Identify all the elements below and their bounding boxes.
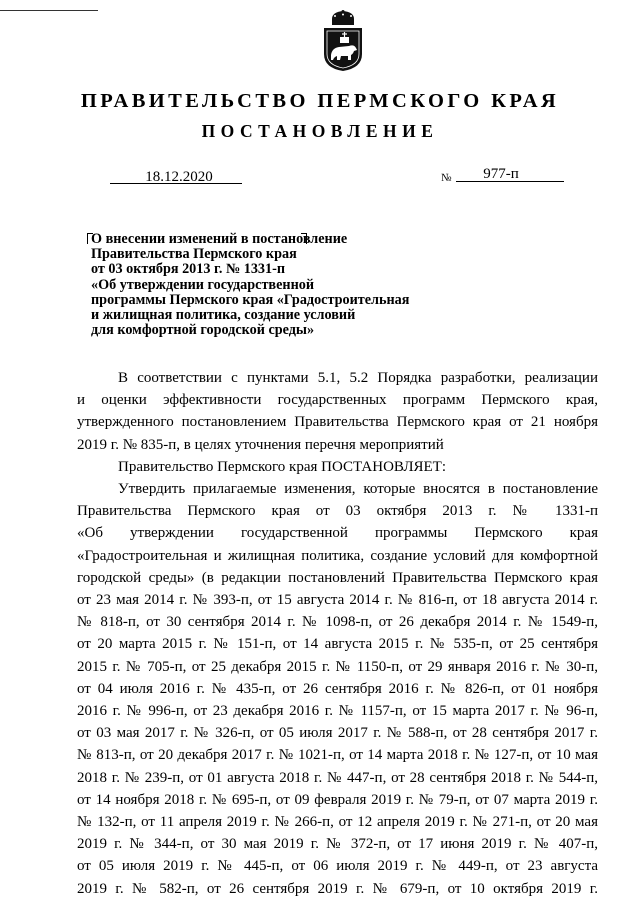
number-label: № bbox=[441, 172, 452, 184]
body-line: 2016 г. № 996-п, от 23 декабря 2016 г. № 1157-п, от 15 марта 2017 г. № 96-п, bbox=[77, 703, 598, 720]
body-line: утвержденного постановлением Правительства Пермского края от 21 ноября bbox=[77, 414, 598, 431]
subject-line: для комфортной городской среды» bbox=[91, 322, 315, 339]
body-line: 2015 г. № 705-п, от 25 декабря 2015 г. № 1150-п, от 29 января 2016 г. № 30-п, bbox=[77, 658, 598, 675]
body-line: № 818-п, от 30 сентября 2014 г. № 1098-п, от 26 декабря 2014 г. № 1549-п, bbox=[77, 614, 598, 631]
document-date: 18.12.2020 bbox=[110, 170, 242, 184]
body-line: «Об утверждении государственной программы Пермского края bbox=[77, 525, 598, 542]
body-line: и оценки эффективности государственных программ Пермского края, bbox=[77, 392, 598, 409]
body-line: Утвердить прилагаемые изменения, которые вносятся в постановление bbox=[118, 481, 598, 498]
subject-line: программы Пермского края «Градостроительная bbox=[91, 291, 410, 308]
body-line: 2019 г. № 344-п, от 30 мая 2019 г. № 372-п, от 17 июня 2019 г. № 407-п, bbox=[77, 836, 598, 853]
body-line: В соответствии с пунктами 5.1, 5.2 Порядка разработки, реализации bbox=[118, 370, 598, 386]
document-type: ПОСТАНОВЛЕНИЕ bbox=[201, 121, 439, 141]
body-line: от 05 июля 2019 г. № 445-п, от 06 июля 2019 г. № 449-п, от 23 августа bbox=[77, 858, 598, 875]
body-line: от 04 июля 2016 г. № 435-п, от 26 сентября 2016 г. № 826-п, от 01 ноября bbox=[77, 680, 598, 697]
subject-line: Правительства Пермского края bbox=[91, 246, 297, 263]
body-line: 2019 г. № 582-п, от 26 сентября 2019 г. № 679-п, от 10 октября 2019 г. bbox=[77, 880, 598, 897]
body-line: от 23 мая 2014 г. № 393-п, от 15 августа 2014 г. № 816-п, от 18 августа 2014 г. bbox=[77, 592, 598, 609]
body-line: Правительство Пермского края ПОСТАНОВЛЯЕТ: bbox=[118, 458, 447, 475]
body-line: 2019 г. № 835-п, в целях уточнения перечня мероприятий bbox=[77, 436, 444, 453]
scan-edge-mark bbox=[0, 10, 98, 11]
body-line: от 03 мая 2017 г. № 326-п, от 05 июля 2017 г. № 588-п, от 28 сентября 2017 г. bbox=[77, 725, 598, 742]
subject-block bbox=[91, 232, 409, 338]
subject-line: О внесении изменений в постановление bbox=[91, 231, 348, 247]
body-line: от 20 марта 2015 г. № 151-п, от 14 августа 2015 г. № 535-п, от 25 сентября bbox=[77, 636, 598, 653]
body-line: «Градостроительная и жилищная политика, создание условий для комфортной bbox=[77, 547, 598, 564]
body-line: городской среды» (в редакции постановлений Правительства Пермского края bbox=[77, 569, 598, 586]
body-line: № 813-п, от 20 декабря 2017 г. № 1021-п, от 14 марта 2018 г. № 127-п, от 10 мая bbox=[77, 747, 598, 764]
subject-line: от 03 октября 2013 г. № 1331-п bbox=[91, 261, 286, 278]
body-line: № 132-п, от 11 апреля 2019 г. № 266-п, от 12 апреля 2019 г. № 271-п, от 20 мая bbox=[77, 814, 598, 831]
organization-title: ПРАВИТЕЛЬСТВО ПЕРМСКОГО КРАЯ bbox=[80, 90, 560, 112]
body-line: 2018 г. № 239-п, от 01 августа 2018 г. № 447-п, от 28 сентября 2018 г. № 544-п, bbox=[77, 769, 598, 786]
document-number: 977-п bbox=[456, 167, 564, 182]
subject-line: «Об утверждении государственной bbox=[91, 276, 315, 293]
subject-line: и жилищная политика, создание условий bbox=[91, 307, 356, 324]
coat-of-arms-icon bbox=[321, 10, 365, 72]
body-line: Правительства Пермского края от 03 октября 2013 г. № 1331-п bbox=[77, 503, 598, 520]
body-line: от 14 ноября 2018 г. № 695-п, от 09 февраля 2019 г. № 79-п, от 07 марта 2019 г. bbox=[77, 791, 598, 808]
body-text bbox=[77, 367, 598, 900]
